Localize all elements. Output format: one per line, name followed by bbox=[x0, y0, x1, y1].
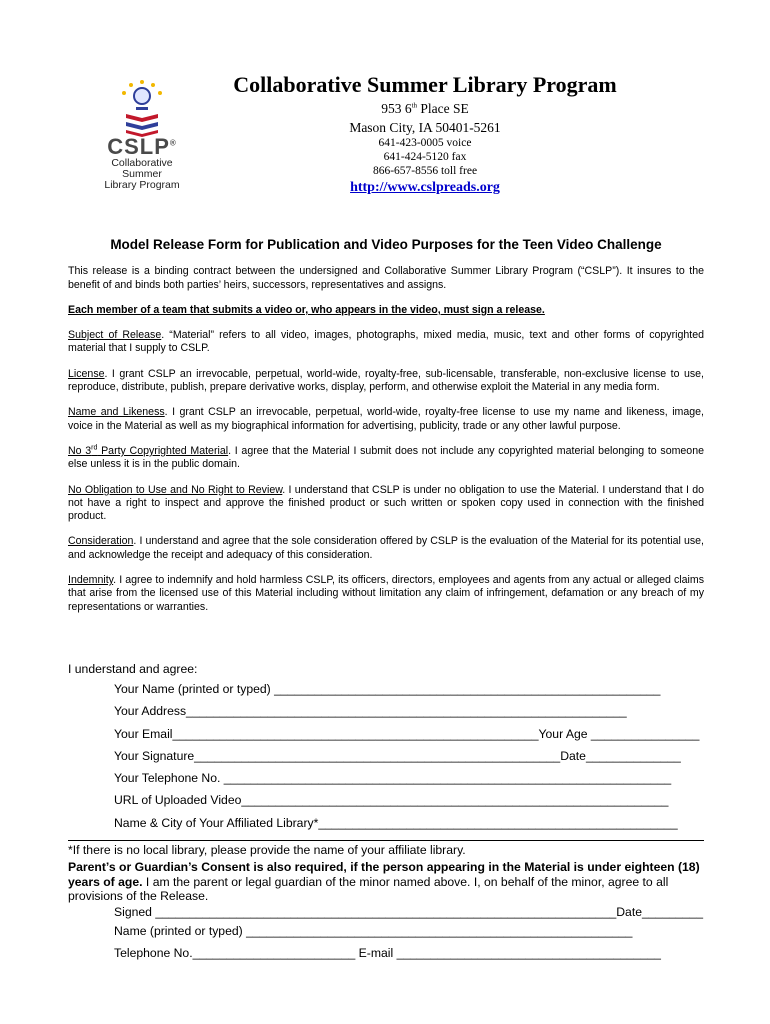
document-title: Model Release Form for Publication and Video Purposes for the Teen Video Challenge bbox=[110, 237, 662, 252]
address-field[interactable]: Your Address_________________________________________________________________ bbox=[114, 704, 627, 719]
subject-section: Subject of Release. “Material” refers to all video, images, photographs, mixed media, music, text and other forms of copyrighted material that I supply to CSLP. bbox=[68, 329, 704, 355]
telephone-field[interactable]: Your Telephone No. __________________________________________________________________ bbox=[114, 771, 672, 786]
logo-wordmark: CSLP® bbox=[107, 134, 177, 159]
signing-rule: Each member of a team that submits a video or, who appears in the video, must sign a release. bbox=[68, 303, 545, 316]
guardian-consent: Parent’s or Guardian’s Consent is also required, if the person appearing in the Material is under eighteen (18) years of age. I am the parent or legal guardian of the minor named above. I, on behalf of the minor, agree to all provisions of the Release. bbox=[68, 859, 700, 904]
library-field[interactable]: Name & City of Your Affiliated Library*_____________________________________________________ bbox=[114, 815, 678, 830]
divider bbox=[68, 840, 704, 841]
logo-subtitle-2: Library Program bbox=[104, 179, 180, 191]
guardian-name-field[interactable]: Name (printed or typed) _________________________________________________________ bbox=[114, 924, 633, 939]
cslp-logo bbox=[92, 78, 192, 191]
video-url-field[interactable]: URL of Uploaded Video_______________________________________________________________ bbox=[114, 793, 669, 808]
sun-book-icon bbox=[112, 78, 172, 138]
intro-paragraph: This release is a binding contract between the undersigned and Collaborative Summer Library Program (“CSLP”). It insures to the benefit of and binds both parties’ heirs, successors, representatives and assigns. bbox=[68, 265, 704, 291]
release-body bbox=[68, 238, 704, 626]
guardian-signature-field[interactable]: Signed ____________________________________________________________________Date_________ bbox=[114, 905, 703, 920]
org-name: Collaborative Summer Library Program bbox=[233, 72, 617, 97]
third-party-section: No 3rd Party Copyrighted Material. I agree that the Material I submit does not include any copyrighted material belonging to someone else unless it is in the public domain. bbox=[68, 444, 704, 471]
website-link[interactable]: http://www.cslpreads.org bbox=[350, 180, 500, 195]
email-age-field[interactable]: Your Email______________________________________________________Your Age ________________ bbox=[114, 726, 700, 741]
consideration-section: Consideration. I understand and agree that the sole consideration offered by CSLP is the evaluation of the Material for its potential use, and acknowledge the receipt and adequacy of this consideration. bbox=[68, 535, 704, 561]
name-field[interactable]: Your Name (printed or typed) _________________________________________________________ bbox=[114, 682, 661, 696]
agree-heading: I understand and agree: bbox=[68, 662, 198, 676]
logo-subtitle-1: Collaborative Summer bbox=[111, 157, 173, 180]
indemnity-section: Indemnity. I agree to indemnify and hold harmless CSLP, its officers, directors, employees and agents from any actual or alleged claims that arise from the licensed use of this Material including without limitation any claim of infringement, defamation or any breach of my representations or warranties. bbox=[68, 574, 704, 613]
phone-tollfree: 866-657-8556 toll free bbox=[372, 165, 478, 177]
phone-fax: 641-424-5120 fax bbox=[383, 151, 467, 163]
signature-date-field[interactable]: Your Signature______________________________________________________Date______________ bbox=[114, 748, 681, 763]
obligation-section: No Obligation to Use and No Right to Review. I understand that CSLP is under no obligation to use the Material. I understand that I do not have a right to inspect and approve the finished product or such written or spoken copy used in connection with the finished product. bbox=[68, 483, 704, 523]
license-section: License. I grant CSLP an irrevocable, perpetual, world-wide, royalty-free, sub-licensable, transferable, non-exclusive license to use, reproduce, distribute, publish, prepare derivative works, display, perform, and otherwise exploit the Material in any media form. bbox=[68, 367, 704, 394]
phone-voice: 641-423-0005 voice bbox=[378, 137, 472, 149]
name-likeness-section: Name and Likeness. I grant CSLP an irrevocable, perpetual, world-wide, royalty-free license to use my name and likeness, image, voice in the Material as well as my biographical information for advertising, publicity, trade or any other lawful purpose. bbox=[68, 406, 704, 432]
guardian-phone-email-field[interactable]: Telephone No.________________________ E-mail _______________________________________ bbox=[114, 946, 661, 961]
library-note: *If there is no local library, please provide the name of your affiliate library. bbox=[68, 843, 466, 858]
address-street: 953 6th Place SE bbox=[381, 101, 469, 116]
letterhead bbox=[190, 72, 660, 196]
agreement-form bbox=[68, 660, 708, 964]
address-city: Mason City, IA 50401-5261 bbox=[349, 120, 501, 135]
